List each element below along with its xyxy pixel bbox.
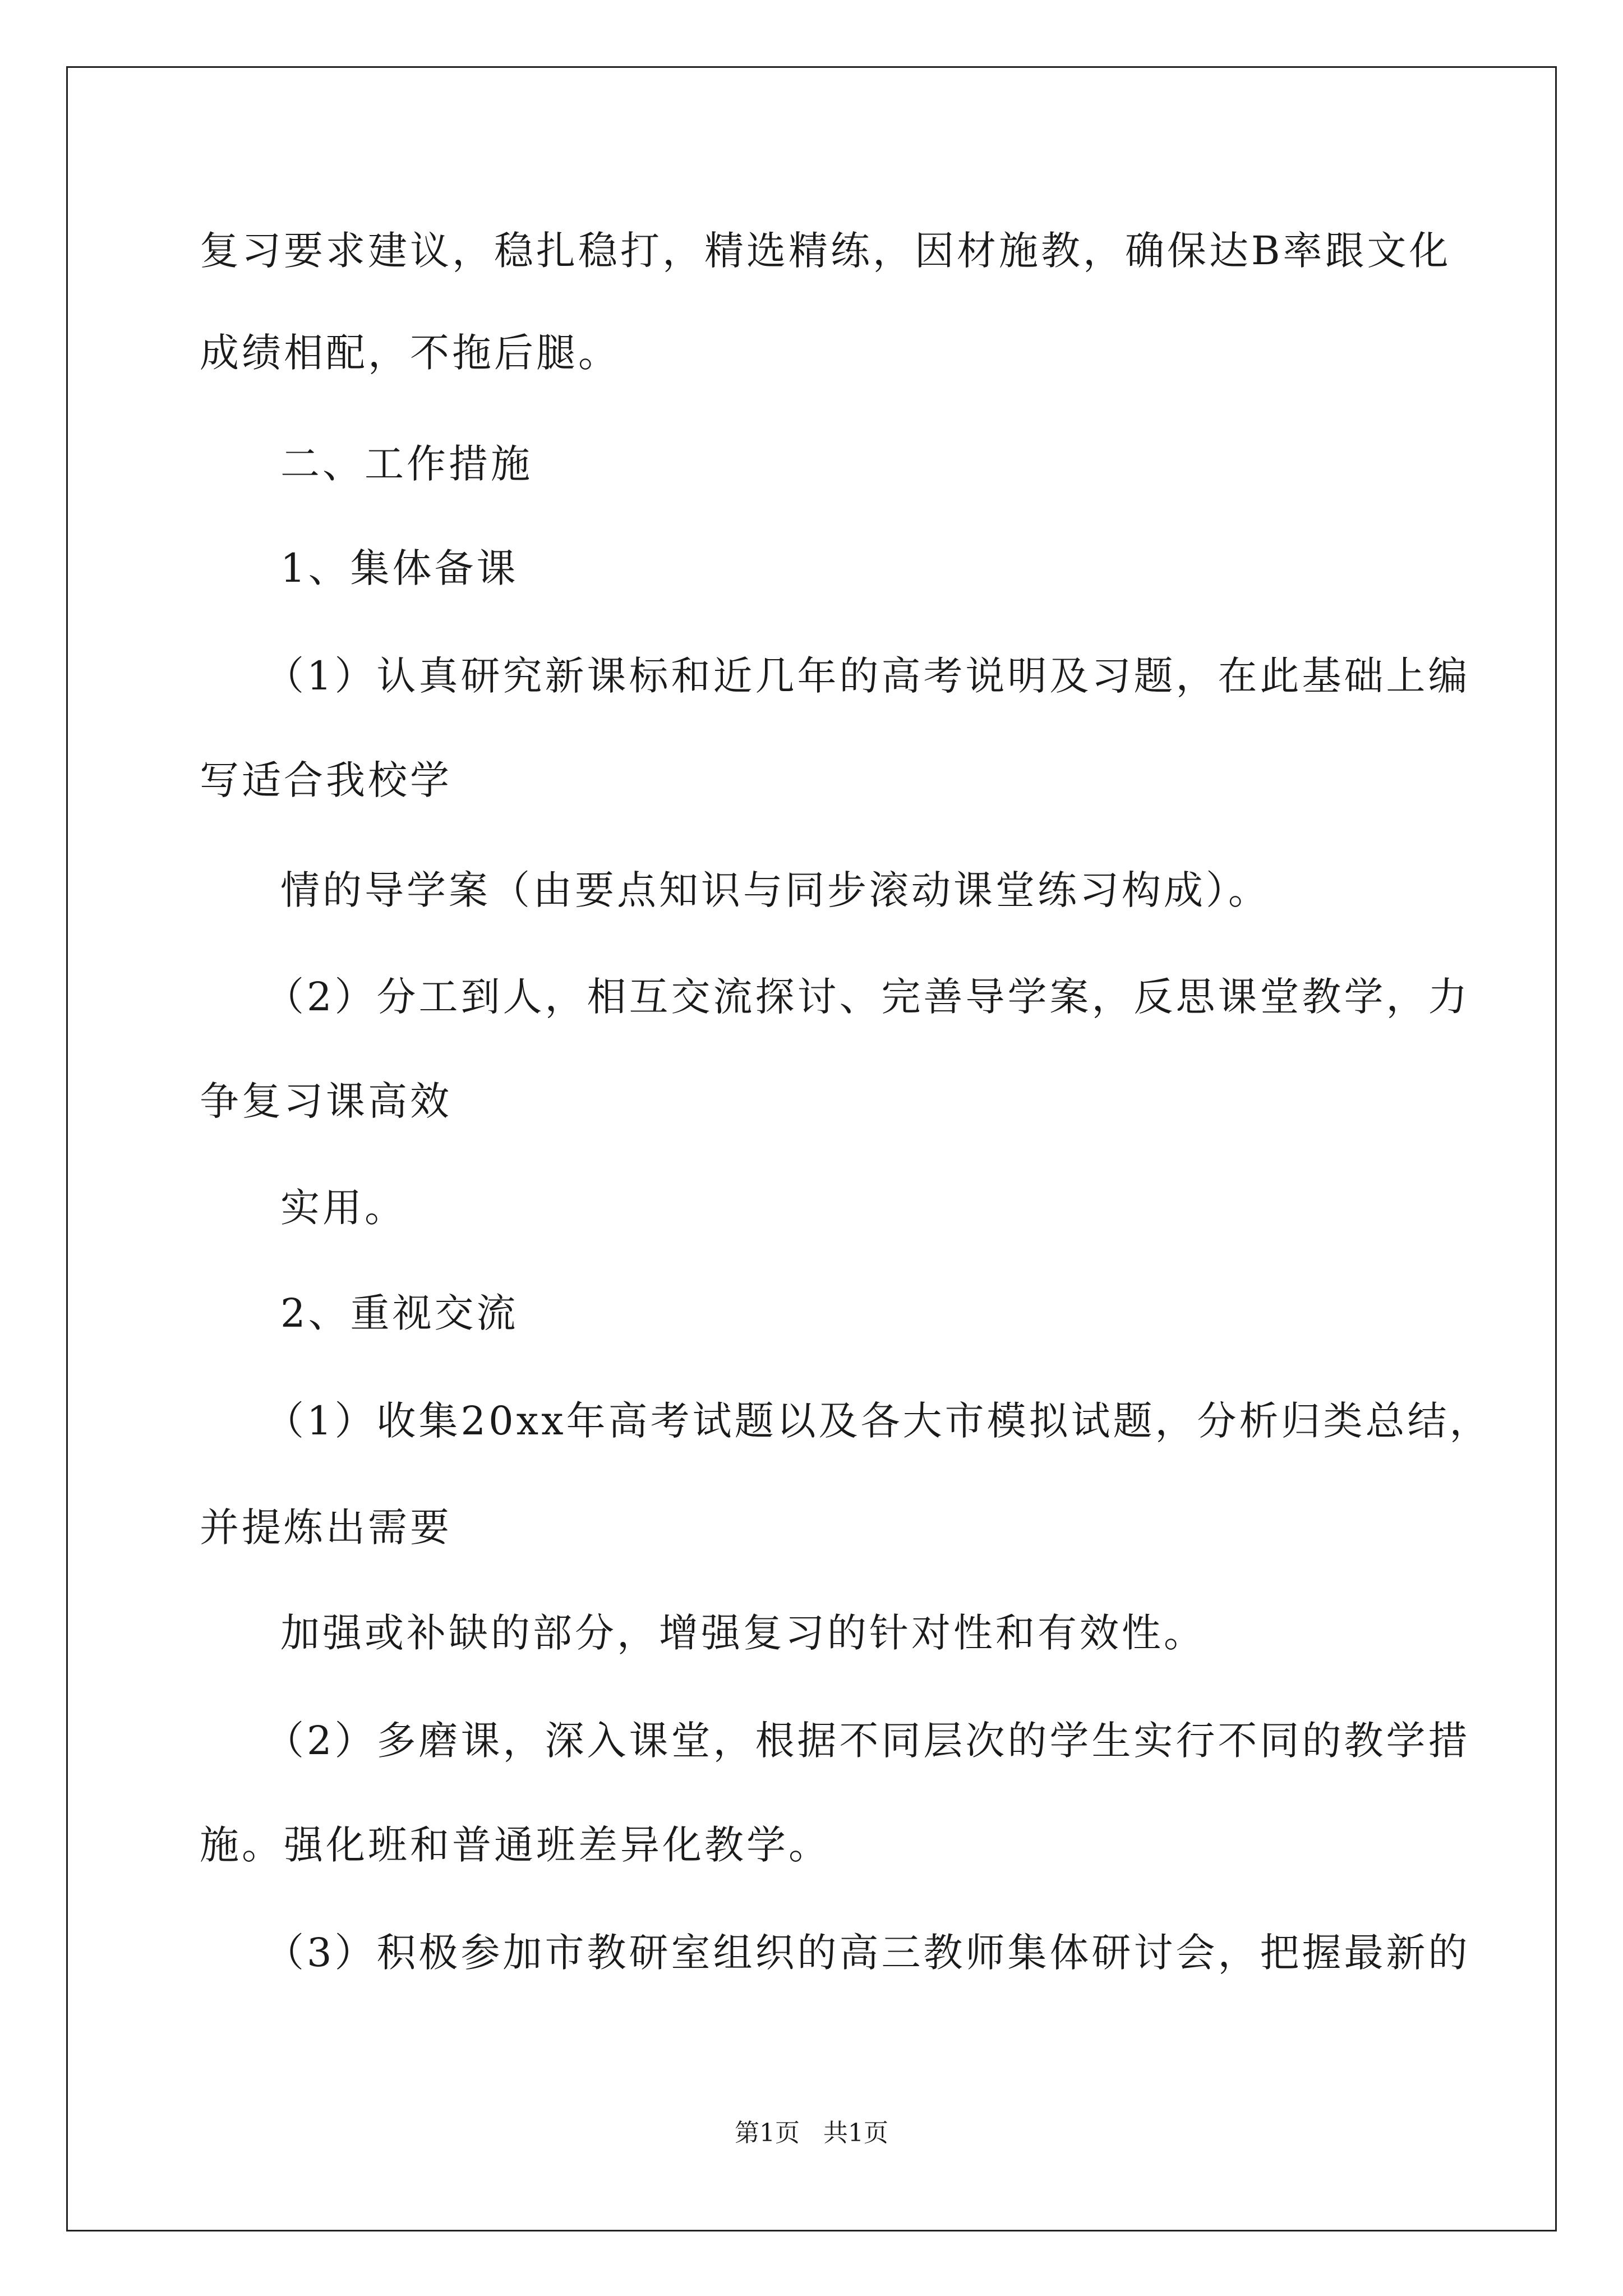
body-line: （1）认真研究新课标和近几年的高考说明及习题，在此基础上编: [265, 653, 1470, 699]
body-line: （3）积极参加市教研室组织的高三教师集体研讨会，把握最新的: [265, 1930, 1470, 1976]
body-line: 成绩相配，不拖后腿。: [200, 330, 620, 376]
body-line: 实用。: [280, 1185, 407, 1231]
body-line: 并提炼出需要: [200, 1504, 452, 1550]
body-line: （2）多磨课，深入课堂，根据不同层次的学生实行不同的教学措: [265, 1718, 1470, 1764]
body-line: 加强或补缺的部分，增强复习的针对性和有效性。: [280, 1610, 1206, 1656]
body-line: 施。强化班和普通班差异化教学。: [200, 1822, 831, 1868]
page-border: [66, 66, 1557, 2231]
section-heading: 二、工作措施: [280, 441, 533, 487]
body-line: 情的导学案（由要点知识与同步滚动课堂练习构成）。: [280, 867, 1270, 913]
page-number-footer: 第1页 共1页: [735, 2119, 888, 2147]
body-line: 复习要求建议，稳扎稳打，精选精练，因材施教，确保达B率跟文化: [200, 228, 1451, 274]
subsection-heading: 1、集体备课: [280, 545, 519, 591]
subsection-heading: 2、重视交流: [280, 1290, 519, 1336]
body-line: （1）收集20xx年高考试题以及各大市模拟试题，分析归类总结，: [265, 1398, 1492, 1444]
body-line: 争复习课高效: [200, 1078, 452, 1124]
body-line: 写适合我校学: [200, 757, 452, 803]
body-line: （2）分工到人，相互交流探讨、完善导学案，反思课堂教学，力: [265, 974, 1470, 1020]
